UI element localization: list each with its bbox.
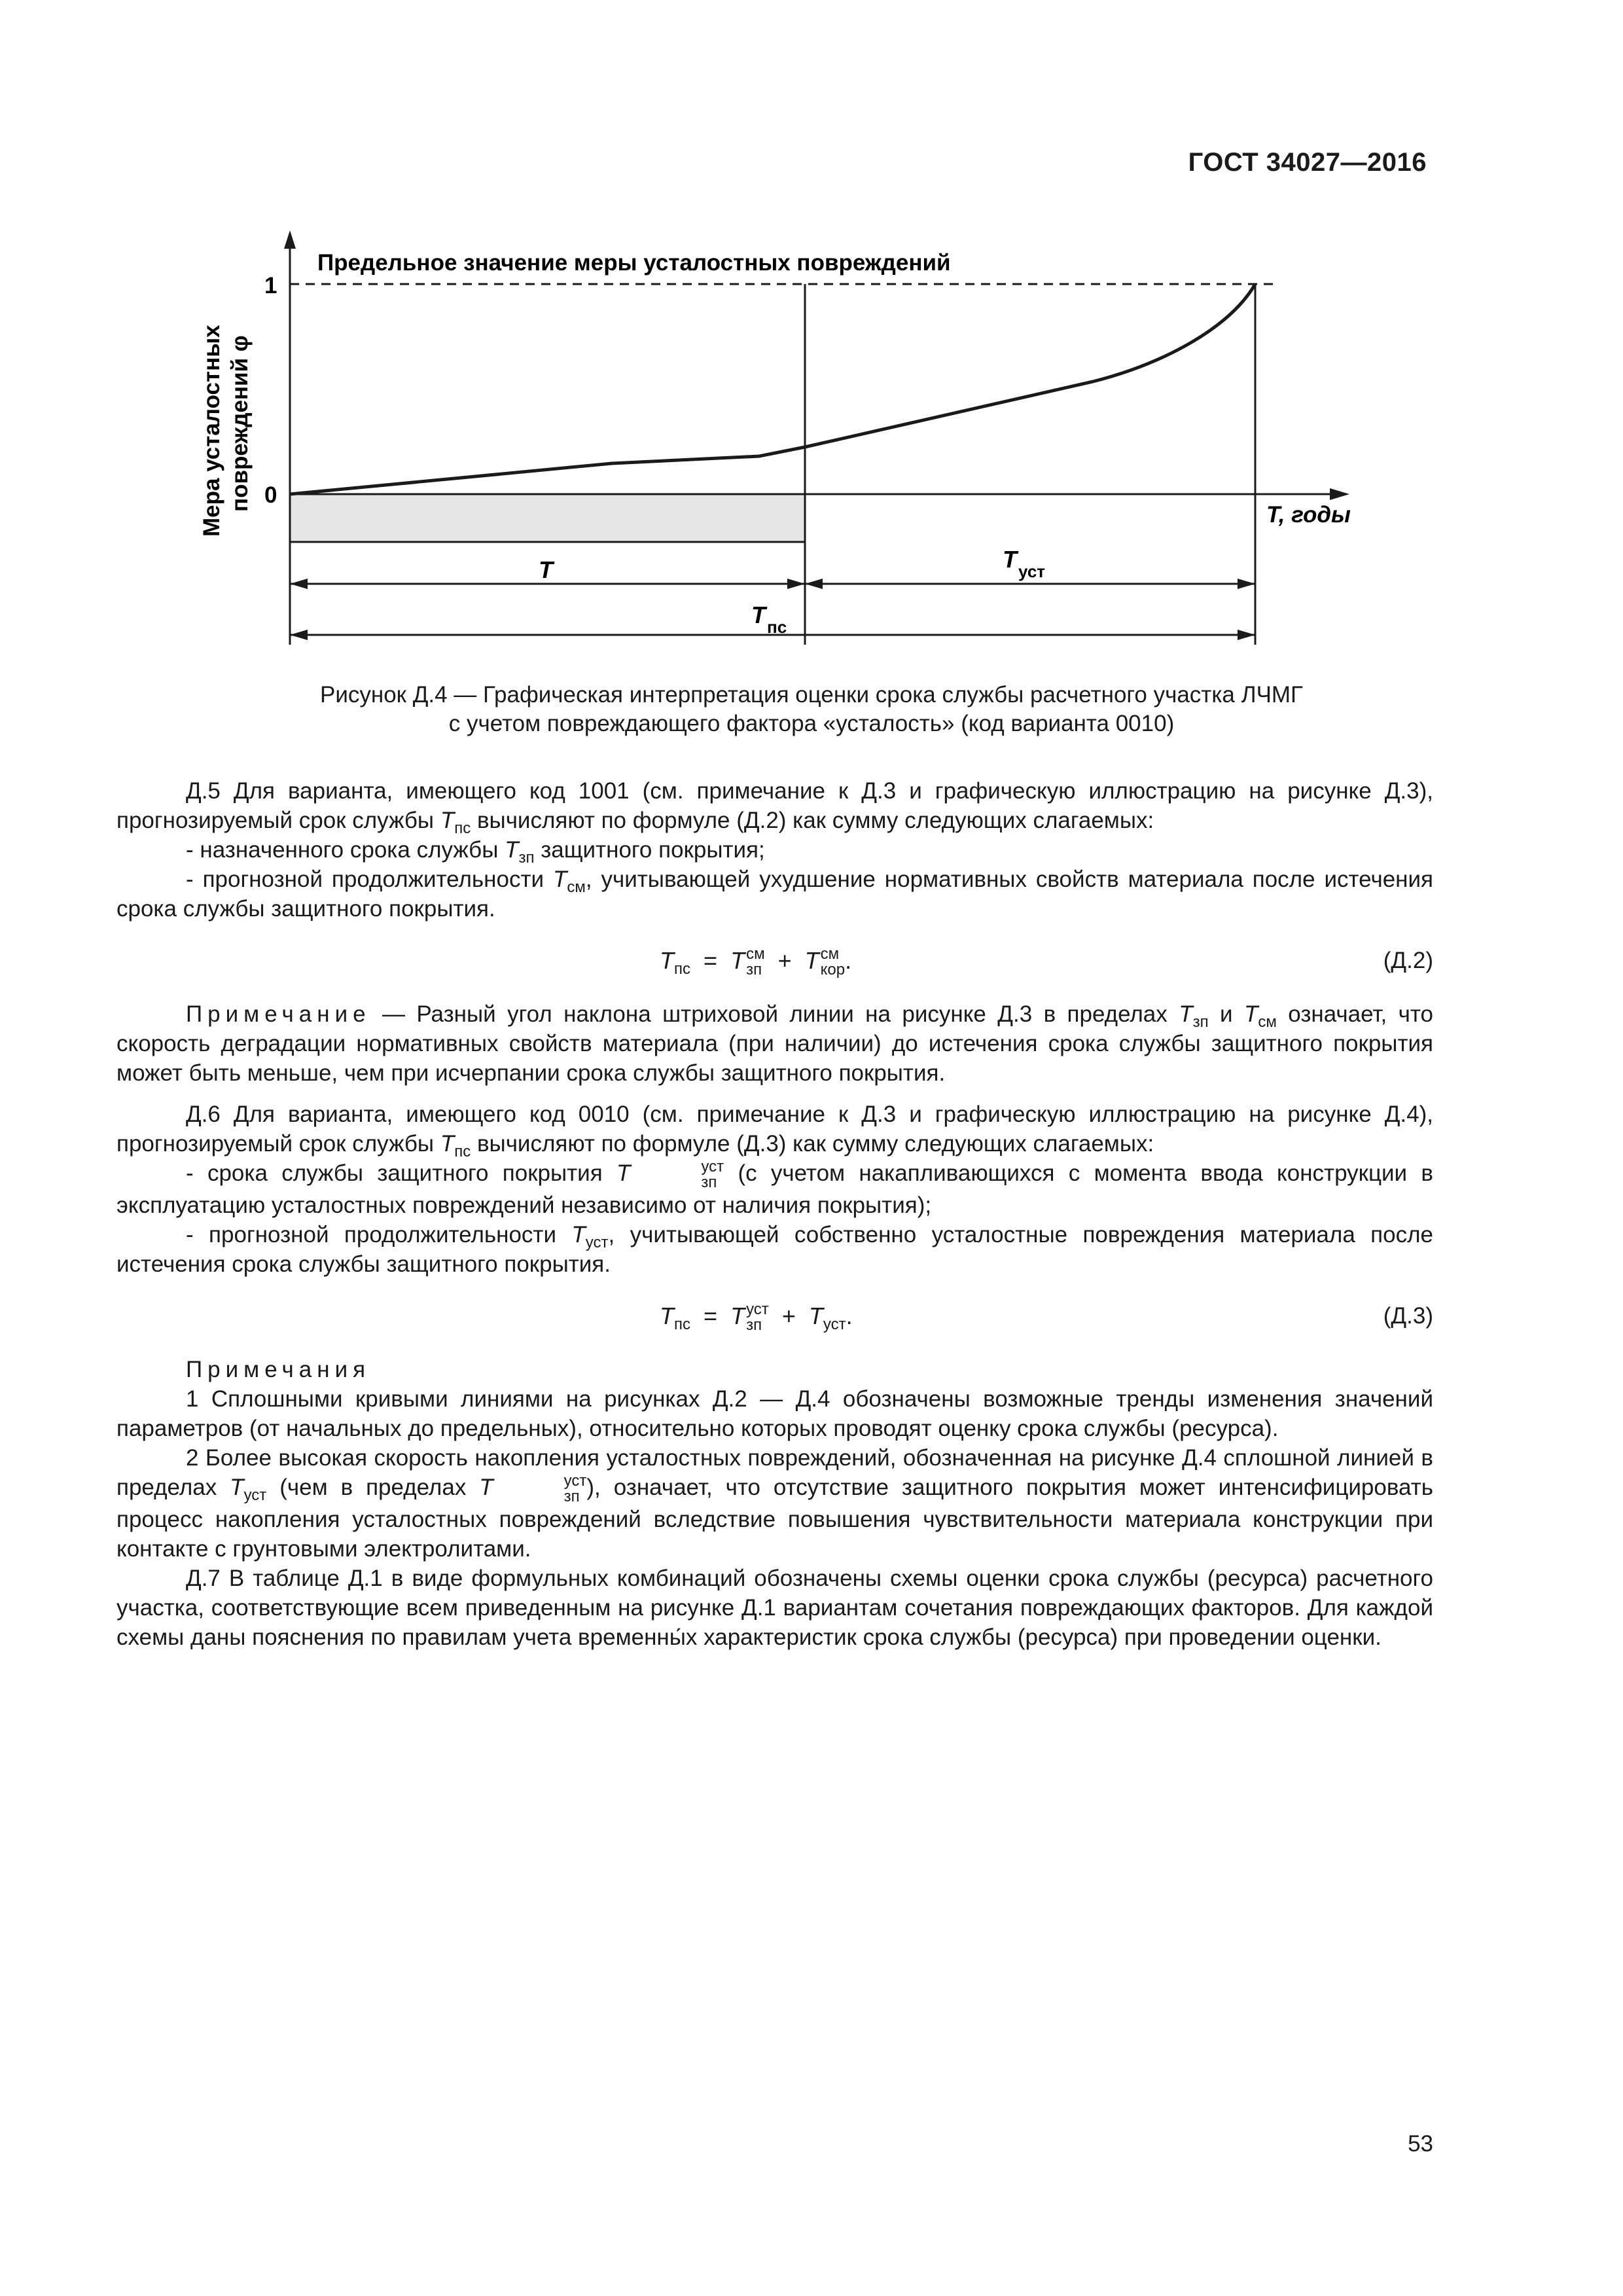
x-axis-label: T, годы: [1266, 502, 1351, 528]
paragraph-d5-item1: - назначенного срока службы $T_{зп}$ защитного покрытия;: [186, 837, 765, 867]
paragraph-d5: Д.5 Для варианта, имеющего код 1001 (см. примечание к Д.3 и графическую иллюстрацию на рисунке Д.3), прогнозируемый срок службы $T_{пс}$ вычисляют по формуле (Д.2) как сумму следующих слагаемых:: [116, 778, 1433, 837]
dim-label-T: T: [539, 556, 553, 583]
dim-label-T-ps-sub: пс: [767, 617, 787, 637]
y-axis-arrow: [284, 230, 296, 249]
dim-label-T-ust-sub: уст: [1018, 562, 1046, 581]
figure-d4-chart: [0, 0, 1623, 681]
coating-life-band: [290, 494, 805, 542]
paragraph-d6-item1: - срока службы защитного покрытия T уст зп (с учетом накапливающихся с момента ввода конструкции в эксплуатацию усталостных повреждений независимо от наличия покрытия);: [116, 1157, 1433, 1218]
figure-caption: [196, 681, 1427, 738]
y-tick-one: 1: [264, 273, 277, 298]
page-number: 53: [1408, 2131, 1433, 2157]
notes-heading: Примечания: [186, 1356, 371, 1382]
dim-label-T-ps: T: [751, 601, 766, 628]
formula-d2-expression: $T_{пс} = T$ см зп + T см кор .: [660, 945, 852, 979]
note-1: 1 Сплошными кривыми линиями на рисунках Д.2 — Д.4 обозначены возможные тренды изменения значений параметров (от начальных до предельных), относительно которых проводят оценку срока службы (ресурса).: [116, 1386, 1433, 1441]
document-standard-number: ГОСТ 34027—2016: [1188, 148, 1427, 177]
dim-label-T-ust: T: [1003, 546, 1017, 573]
y-tick-zero: 0: [264, 482, 277, 508]
x-axis-arrow: [1330, 488, 1349, 500]
formula-d2: [116, 941, 1433, 986]
note-d5: Примечание — Разный угол наклона штриховой линии на рисунке Д.3 в пределах $T_{зп}$ и $T_{см}$ означает, что скорость деградации нормативных свойств материала (при наличии) до истечения срока службы защитного покрытия может быть меньше, чем при исчерпании срока службы защитного покрытия.: [116, 1001, 1434, 1086]
formula-d2-number: (Д.2): [1383, 948, 1433, 973]
fatigue-damage-curve: [290, 284, 1255, 494]
note-2: 2 Более высокая скорость накопления усталостных повреждений, обозначенная на рисунке Д.4 сплошной линией в пределах $T_{уст}$ (чем в пределах T уст зп ), означает, что отсутствие защитного покрытия может интенсифицировать процесс накопления усталостных повреждений вследствие повышения чувствительности материала конструкции при контакте с грунтовыми электролитами.: [116, 1444, 1434, 1562]
y-axis-label-line2: повреждений φ: [227, 335, 253, 512]
paragraph-d7: Д.7 В таблице Д.1 в виде формульных комбинаций обозначены схемы оценки срока службы (ресурса) расчетного участка, соответствующие всем приведенным на рисунке Д.1 вариантам сочетания повреждающих факторов. Для каждой схемы даны пояснения по правилам учета временны́х характеристик срока службы (ресурса) при проведении оценки.: [116, 1565, 1433, 1650]
paragraph-d6: Д.6 Для варианта, имеющего код 0010 (см. примечание к Д.3 и графическую иллюстрацию на рисунке Д.4), прогнозируемый срок службы $T_{пс}$ вычисляют по формуле (Д.3) как сумму следующих слагаемых:: [116, 1102, 1433, 1160]
formula-d3: [116, 1296, 1433, 1342]
formula-d3-number: (Д.3): [1383, 1302, 1433, 1329]
figure-caption-line1: Рисунок Д.4 — Графическая интерпретация оценки срока службы расчетного участка ЛЧМГ: [319, 682, 1304, 708]
y-axis-label-line1: Мера усталостных: [199, 325, 224, 537]
body-text: [116, 776, 1433, 1652]
limit-label: Предельное значение меры усталостных повреждений: [317, 250, 951, 276]
paragraph-d5-item2: - прогнозной продолжительности $T_{см}$, учитывающей ухудшение нормативных свойств материала после истечения срока службы защитного покрытия.: [116, 867, 1434, 922]
figure-caption-line2: с учетом повреждающего фактора «усталость» (код варианта 0010): [448, 711, 1175, 736]
paragraph-d6-item2: - прогнозной продолжительности $T_{уст}$, учитывающей собственно усталостные повреждения материала после истечения срока службы защитного покрытия.: [116, 1221, 1433, 1277]
formula-d3-expression: $T_{пс} = T$ уст зп + $T_{уст}$.: [660, 1300, 853, 1335]
